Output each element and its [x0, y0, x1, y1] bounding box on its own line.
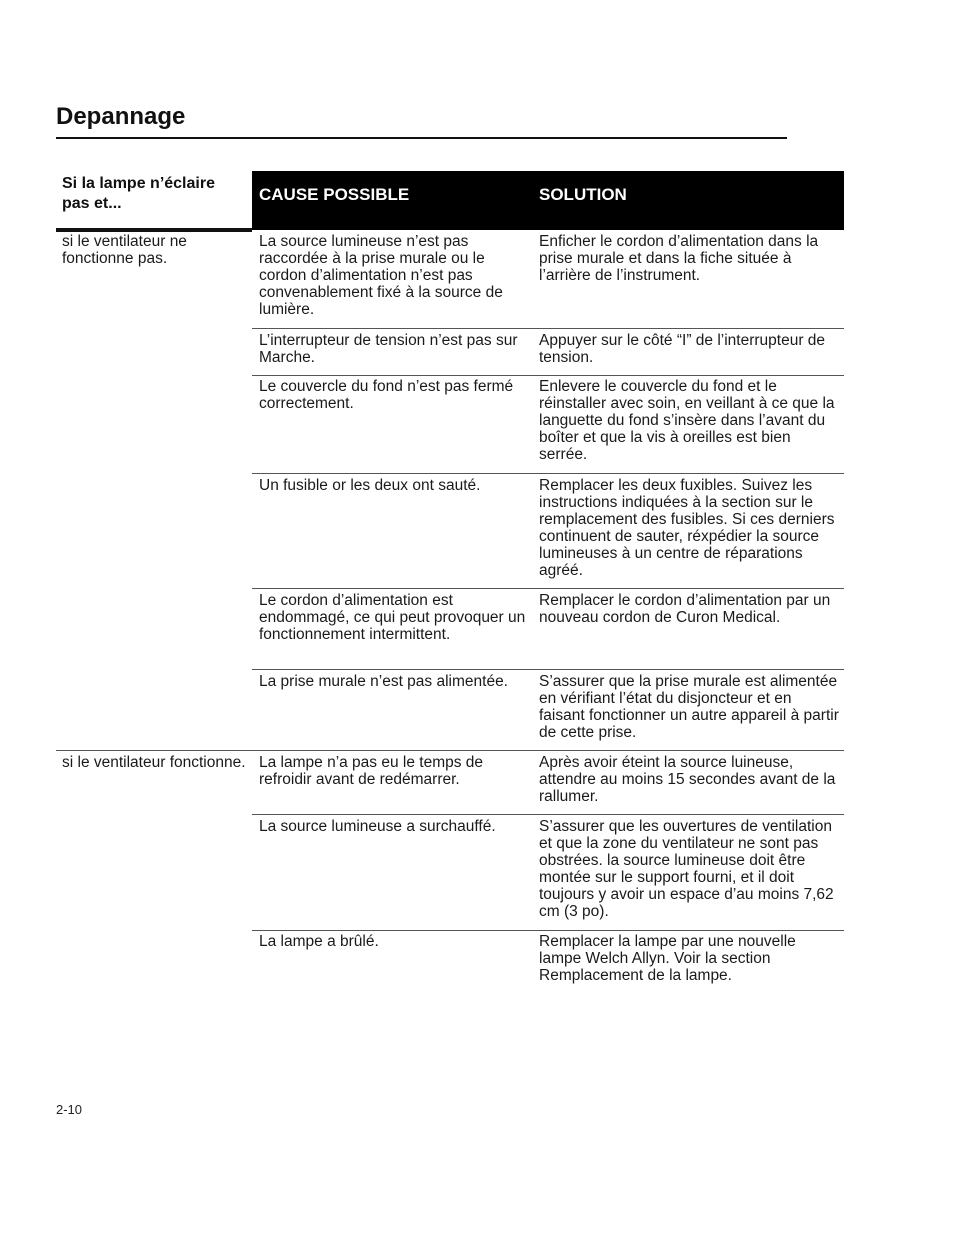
row-divider — [252, 375, 844, 376]
table-row-solution: Après avoir éteint la source luineuse, attendre au moins 15 secondes avant de la rallumer. — [539, 754, 836, 805]
table-row-solution: Remplacer la lampe par une nouvelle lampe Welch Allyn. Voir la section Remplacement de la lampe. — [539, 933, 796, 984]
condition-fan-running: si le ventilateur fonctionne. — [62, 754, 246, 771]
title-divider — [56, 137, 787, 139]
row-divider — [252, 814, 844, 815]
table-row-solution: S’assurer que la prise murale est alimentée en vérifiant l’état du disjoncteur et en faisant fonctionner un autre appareil à partir de cette prise. — [539, 673, 839, 741]
table-row-cause: La lampe n’a pas eu le temps de refroidir avant de redémarrer. — [259, 754, 484, 788]
condition-header-divider — [56, 228, 252, 232]
row-divider — [252, 473, 844, 474]
table-header-bar — [252, 171, 844, 230]
table-row-cause: Un fusible or les deux ont sauté. — [259, 477, 481, 494]
table-row-cause: La source lumineuse a surchauffé. — [259, 818, 496, 835]
group-divider — [56, 750, 844, 751]
page-number: 2-10 — [56, 1102, 83, 1117]
table-row-cause: La lampe a brûlé. — [259, 933, 379, 950]
row-divider — [252, 930, 844, 931]
table-row-cause: La prise murale n’est pas alimentée. — [259, 673, 508, 690]
table-row-cause: Le couvercle du fond n’est pas fermé correctement. — [259, 378, 514, 412]
condition-fan-not-running: si le ventilateur ne fonctionne pas. — [62, 233, 187, 267]
solution-column-header: SOLUTION — [539, 185, 627, 204]
table-row-cause: Le cordon d’alimentation est endommagé, ce qui peut provoquer un fonctionnement intermittent. — [259, 592, 526, 643]
table-row-solution: Remplacer le cordon d’alimentation par un nouveau cordon de Curon Medical. — [539, 592, 831, 626]
row-divider — [252, 328, 844, 329]
table-row-solution: S’assurer que les ouvertures de ventilation et que la zone du ventilateur ne sont pas obstrées. la source lumineuse doit être montée sur le support fourni, et il doit toujours y avoir un espace d’au moins 7,62 cm (3 po). — [539, 818, 834, 920]
table-row-solution: Enlevere le couvercle du fond et le réinstaller avec soin, en veillant à ce que la languette du fond s’insère dans l’avant du boîter et que la vis à oreilles est bien serrée. — [539, 378, 835, 463]
page-title: Depannage — [56, 103, 186, 130]
cause-column-header: CAUSE POSSIBLE — [259, 185, 410, 204]
row-divider — [252, 588, 844, 589]
table-row-solution: Enficher le cordon d’alimentation dans la prise murale et dans la fiche située à l’arrière de l’instrument. — [539, 233, 819, 284]
condition-column-header: Si la lampe n’éclaire pas et... — [62, 175, 215, 212]
row-divider — [252, 669, 844, 670]
table-row-solution: Remplacer les deux fuxibles. Suivez les instructions indiquées à la section sur le remplacement des fusibles. Si ces derniers continuent de sauter, réxpédier la source lumineuses à un centre de réparations agréé. — [539, 477, 835, 579]
table-row-cause: L’interrupteur de tension n’est pas sur Marche. — [259, 332, 518, 366]
table-row-cause: La source lumineuse n’est pas raccordée à la prise murale ou le cordon d’alimentation n’est pas convenablement fixé à la source de lumière. — [259, 233, 503, 318]
table-row-solution: Appuyer sur le côté “I” de l’interrupteur de tension. — [539, 332, 826, 366]
